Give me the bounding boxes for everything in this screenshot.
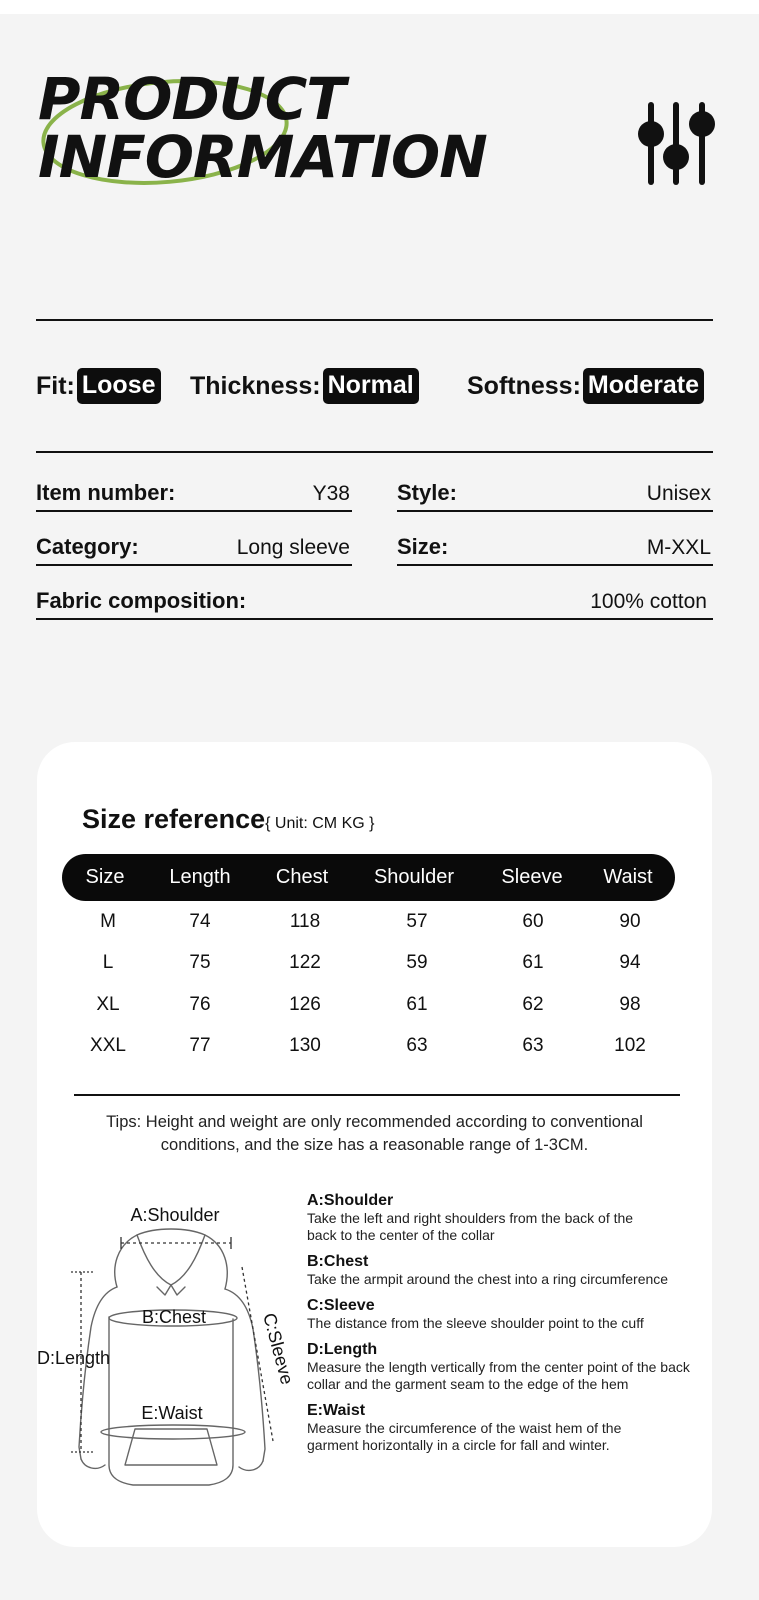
- size-value: M-XXL: [646, 536, 711, 559]
- style-label: Style:: [397, 480, 457, 505]
- header-shoulder: Shoulder: [373, 866, 455, 888]
- item-number-value: Y38: [312, 482, 350, 505]
- diagram-chest-label: B:Chest: [141, 1307, 207, 1327]
- measure-shoulder-desc: Take the left and right shoulders from the back of the back to the center of the collar: [307, 1210, 634, 1243]
- measure-waist: [307, 1402, 712, 1454]
- measurement-guide: [307, 1192, 712, 1463]
- cell-size: XXL: [90, 1035, 126, 1056]
- cell-length: 74: [189, 911, 211, 932]
- cell-chest: 130: [289, 1035, 321, 1056]
- category-value: Long sleeve: [236, 536, 350, 559]
- header-length: Length: [169, 866, 231, 888]
- table-row: [37, 902, 712, 942]
- size-table-header: [62, 854, 675, 901]
- measure-waist-desc: Measure the circumference of the waist hem of the garment horizontally in a circle for fall and winter.: [307, 1420, 622, 1453]
- measure-chest-desc: Take the armpit around the chest into a ring circumference: [307, 1271, 669, 1287]
- title-line-1: PRODUCT: [38, 65, 345, 133]
- style-value: Unisex: [646, 482, 711, 505]
- fabric-label: Fabric composition:: [36, 588, 247, 613]
- cell-shoulder: 57: [406, 911, 428, 932]
- table-row: [37, 1026, 712, 1066]
- header-waist: Waist: [603, 866, 653, 888]
- hoodie-measurement-diagram: [37, 1197, 307, 1517]
- sliders-icon: [636, 100, 718, 186]
- measure-sleeve-desc: The distance from the sleeve shoulder point to the cuff: [307, 1315, 644, 1331]
- title-line-2: INFORMATION: [38, 123, 487, 191]
- measure-shoulder-title: A:Shoulder: [307, 1192, 394, 1209]
- spec-item-number: [36, 470, 352, 512]
- attribute-softness: [467, 368, 704, 404]
- size-tips: Tips: Height and weight are only recommended according to conventional conditions, and the size has a reasonable range of 1-3CM.: [106, 1113, 643, 1154]
- cell-shoulder: 61: [406, 994, 428, 1015]
- cell-length: 76: [189, 994, 211, 1015]
- softness-label: Softness:: [467, 371, 581, 400]
- measure-sleeve-title: C:Sleeve: [307, 1297, 375, 1314]
- cell-waist: 90: [619, 911, 641, 932]
- cell-length: 77: [189, 1035, 211, 1056]
- cell-size: XL: [96, 994, 120, 1015]
- measure-waist-title: E:Waist: [307, 1402, 366, 1419]
- diagram-length-label: D:Length: [37, 1348, 111, 1368]
- size-reference-unit: { Unit: CM KG }: [265, 815, 375, 832]
- cell-shoulder: 63: [406, 1035, 428, 1056]
- fit-value-badge: Loose: [77, 368, 161, 404]
- size-reference-card: [37, 742, 712, 1547]
- size-label: Size:: [397, 534, 449, 559]
- diagram-sleeve-label: C:Sleeve: [259, 1310, 298, 1387]
- measure-shoulder: [307, 1192, 712, 1244]
- divider-middle: [36, 451, 713, 453]
- measure-sleeve: [307, 1297, 712, 1332]
- category-label: Category:: [36, 534, 139, 559]
- fit-label: Fit:: [36, 371, 75, 400]
- size-reference-heading: Size reference: [82, 804, 266, 834]
- header-size: Size: [85, 866, 125, 888]
- fabric-value: 100% cotton: [590, 590, 707, 613]
- spec-category: [36, 524, 352, 566]
- cell-waist: 98: [619, 994, 641, 1015]
- measure-chest: [307, 1253, 712, 1288]
- page-title: [38, 65, 487, 191]
- measure-length-desc: Measure the length vertically from the center point of the back collar and the garment seam to the edge of the hem: [307, 1359, 690, 1392]
- cell-shoulder: 59: [406, 952, 428, 973]
- header-chest: Chest: [275, 866, 329, 888]
- cell-size: M: [100, 911, 116, 932]
- divider-top: [36, 319, 713, 321]
- table-row: [37, 985, 712, 1025]
- table-row: [37, 943, 712, 983]
- attribute-fit: [36, 368, 161, 404]
- thickness-label: Thickness:: [190, 371, 321, 400]
- spec-fabric: [36, 578, 713, 620]
- header-sleeve: Sleeve: [501, 866, 563, 888]
- thickness-value-badge: Normal: [323, 368, 419, 404]
- measure-length-title: D:Length: [307, 1341, 378, 1358]
- cell-sleeve: 60: [522, 911, 544, 932]
- spec-size: [397, 524, 713, 566]
- measure-length: [307, 1341, 712, 1393]
- cell-sleeve: 62: [522, 994, 544, 1015]
- cell-chest: 122: [289, 952, 321, 973]
- measure-chest-title: B:Chest: [307, 1253, 369, 1270]
- softness-value-badge: Moderate: [583, 368, 704, 404]
- diagram-waist-label: E:Waist: [141, 1403, 203, 1423]
- attribute-thickness: [190, 368, 419, 404]
- cell-waist: 102: [614, 1035, 646, 1056]
- item-number-label: Item number:: [36, 480, 176, 505]
- diagram-shoulder-label: A:Shoulder: [130, 1205, 220, 1225]
- cell-length: 75: [189, 952, 211, 973]
- spec-style: [397, 470, 713, 512]
- cell-chest: 118: [289, 911, 321, 932]
- cell-sleeve: 63: [522, 1035, 544, 1056]
- cell-chest: 126: [289, 994, 321, 1015]
- top-band: [0, 0, 759, 14]
- table-divider: [74, 1094, 680, 1096]
- cell-waist: 94: [619, 952, 641, 973]
- cell-size: L: [102, 952, 114, 973]
- cell-sleeve: 61: [522, 952, 544, 973]
- size-reference-title: [82, 804, 374, 835]
